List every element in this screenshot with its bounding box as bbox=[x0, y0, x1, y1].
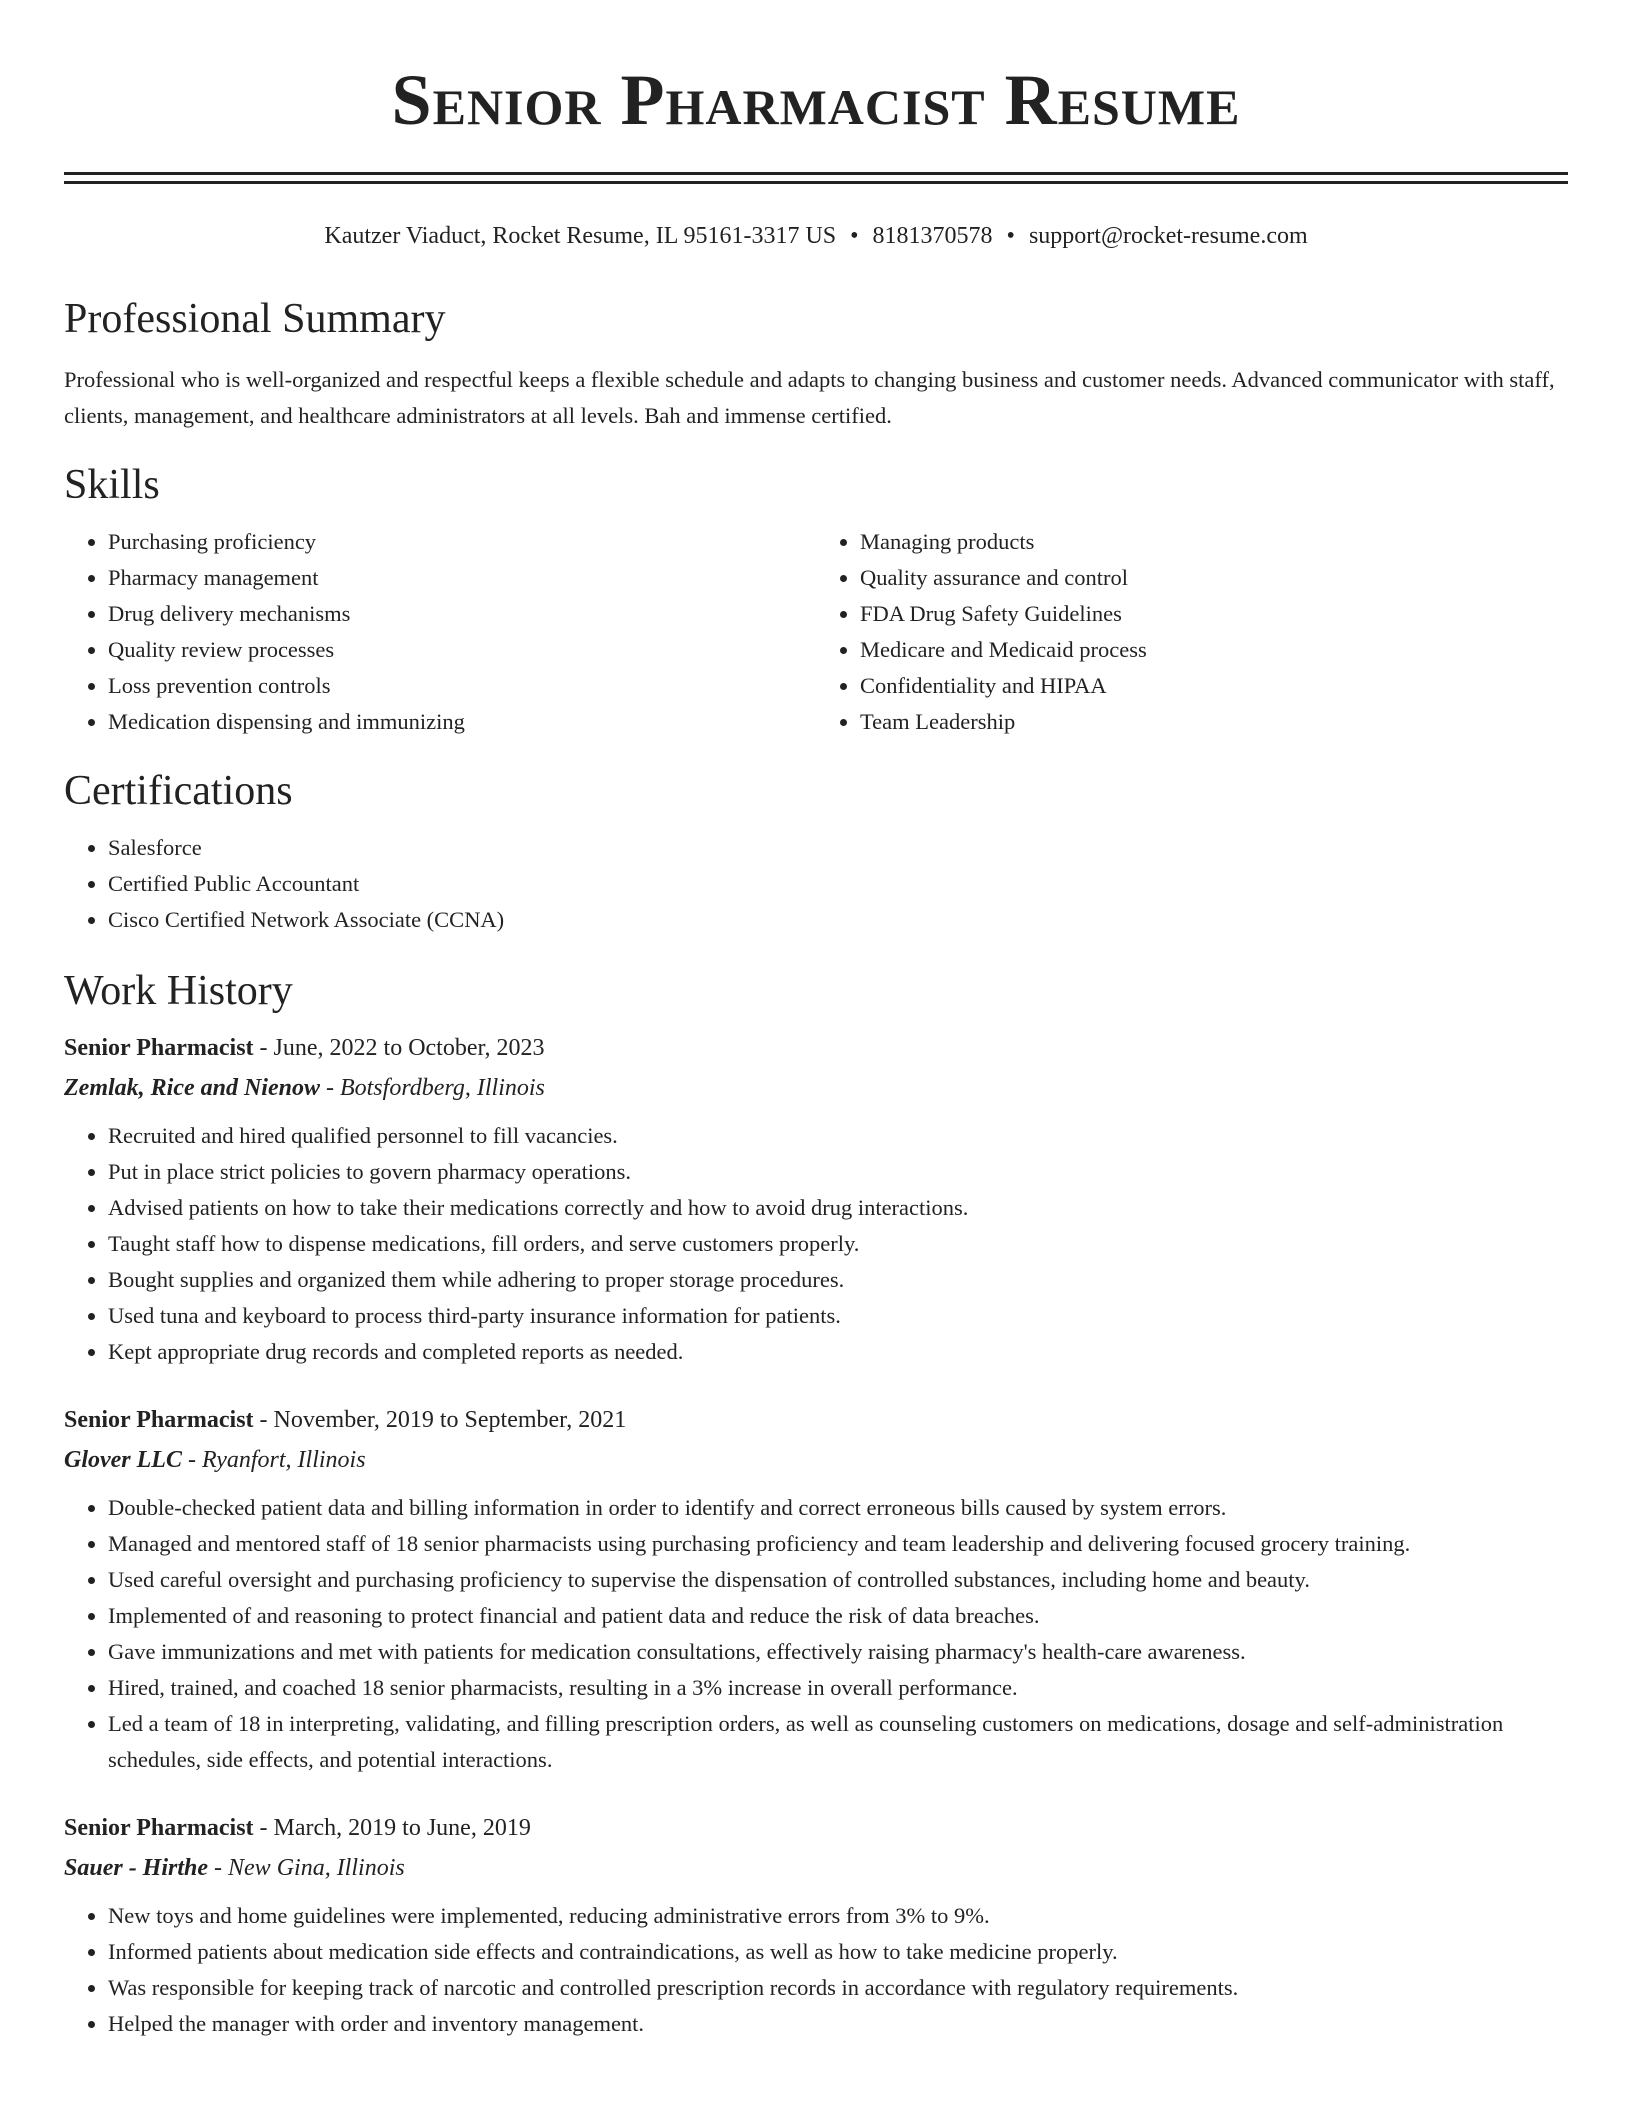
skills-column-left bbox=[64, 524, 816, 740]
summary-heading: Professional Summary bbox=[64, 296, 446, 342]
certification-item: • Certified Public Accountant bbox=[108, 866, 1568, 902]
title-divider-top bbox=[64, 172, 1568, 175]
skill-item: • Pharmacy management bbox=[108, 560, 816, 596]
job-bullets bbox=[64, 1898, 1568, 2042]
job-title-line bbox=[64, 1808, 1568, 1848]
job-title-line bbox=[64, 1028, 1568, 1068]
job-bullet: • Put in place strict policies to govern pharmacy operations. bbox=[108, 1154, 1568, 1190]
job-company: Zemlak, Rice and Nienow bbox=[64, 1075, 320, 1101]
skills-heading: Skills bbox=[64, 462, 160, 508]
skill-item: • Quality assurance and control bbox=[860, 560, 1568, 596]
certification-item: • Salesforce bbox=[108, 830, 1568, 866]
job-bullet: • Helped the manager with order and inventory management. bbox=[108, 2006, 1568, 2042]
skill-item: • Quality review processes bbox=[108, 632, 816, 668]
job-title: Senior Pharmacist bbox=[64, 1815, 254, 1841]
job-entry bbox=[64, 1028, 1568, 1370]
job-bullets bbox=[64, 1490, 1568, 1778]
job-location: - New Gina, Illinois bbox=[208, 1855, 405, 1881]
job-bullet: • Gave immunizations and met with patients for medication consultations, effectively raising pharmacy's health-care awareness. bbox=[108, 1634, 1568, 1670]
job-bullet: • Led a team of 18 in interpreting, validating, and filling prescription orders, as well as counseling customers on medications, dosage and self-administration schedules, side effects, and potential interactions. bbox=[108, 1706, 1568, 1778]
job-bullets bbox=[64, 1118, 1568, 1370]
title-divider-bottom bbox=[64, 181, 1568, 184]
job-bullet: • Bought supplies and organized them while adhering to proper storage procedures. bbox=[108, 1262, 1568, 1298]
skill-item: • Drug delivery mechanisms bbox=[108, 596, 816, 632]
skill-item: • Team Leadership bbox=[860, 704, 1568, 740]
work-history-heading: Work History bbox=[64, 968, 293, 1014]
skill-item: • Confidentiality and HIPAA bbox=[860, 668, 1568, 704]
separator-dot: • bbox=[850, 223, 859, 249]
contact-address: Kautzer Viaduct, Rocket Resume, IL 95161-3317 US bbox=[324, 223, 837, 249]
skill-item: • Managing products bbox=[860, 524, 1568, 560]
job-bullet: • Taught staff how to dispense medications, fill orders, and serve customers properly. bbox=[108, 1226, 1568, 1262]
job-bullet: • Implemented of and reasoning to protect financial and patient data and reduce the risk of data breaches. bbox=[108, 1598, 1568, 1634]
separator-dot: • bbox=[1006, 223, 1015, 249]
skill-item: • Medication dispensing and immunizing bbox=[108, 704, 816, 740]
contact-phone: 8181370578 bbox=[872, 223, 993, 249]
page-title: Senior Pharmacist Resume bbox=[391, 60, 1241, 140]
job-bullet: • Kept appropriate drug records and completed reports as needed. bbox=[108, 1334, 1568, 1370]
skills-list bbox=[64, 524, 1568, 740]
job-dates: - March, 2019 to June, 2019 bbox=[253, 1815, 531, 1841]
job-title: Senior Pharmacist bbox=[64, 1035, 254, 1061]
job-bullet: • Recruited and hired qualified personnel to fill vacancies. bbox=[108, 1118, 1568, 1154]
skill-item: • FDA Drug Safety Guidelines bbox=[860, 596, 1568, 632]
job-location: - Botsfordberg, Illinois bbox=[319, 1075, 545, 1101]
job-company-line bbox=[64, 1848, 1568, 1888]
job-bullet: • Used careful oversight and purchasing proficiency to supervise the dispensation of controlled substances, including home and beauty. bbox=[108, 1562, 1568, 1598]
job-entry bbox=[64, 1400, 1568, 1778]
certifications-list bbox=[64, 830, 1568, 938]
job-location: - Ryanfort, Illinois bbox=[181, 1447, 366, 1473]
job-bullet: • Informed patients about medication side effects and contraindications, as well as how to take medicine properly. bbox=[108, 1934, 1568, 1970]
job-bullet: • Advised patients on how to take their medications correctly and how to avoid drug interactions. bbox=[108, 1190, 1568, 1226]
job-bullet: • Hired, trained, and coached 18 senior pharmacists, resulting in a 3% increase in overall performance. bbox=[108, 1670, 1568, 1706]
job-bullet: • New toys and home guidelines were implemented, reducing administrative errors from 3% to 9%. bbox=[108, 1898, 1568, 1934]
job-company-line bbox=[64, 1068, 1568, 1108]
job-company-line bbox=[64, 1440, 1568, 1480]
job-bullet: • Used tuna and keyboard to process third-party insurance information for patients. bbox=[108, 1298, 1568, 1334]
job-dates: - November, 2019 to September, 2021 bbox=[253, 1407, 627, 1433]
job-title-line bbox=[64, 1400, 1568, 1440]
contact-email: support@rocket-resume.com bbox=[1028, 223, 1308, 249]
job-bullet: • Double-checked patient data and billing information in order to identify and correct erroneous bills caused by system errors. bbox=[108, 1490, 1568, 1526]
skill-item: • Purchasing proficiency bbox=[108, 524, 816, 560]
skill-item: • Loss prevention controls bbox=[108, 668, 816, 704]
certifications-heading: Certifications bbox=[64, 768, 293, 814]
skill-item: • Medicare and Medicaid process bbox=[860, 632, 1568, 668]
job-dates: - June, 2022 to October, 2023 bbox=[253, 1035, 545, 1061]
job-company: Sauer - Hirthe bbox=[64, 1855, 209, 1881]
summary-text: Professional who is well-organized and respectful keeps a flexible schedule and adapts to changing business and customer needs. Advanced communicator with staff, clients, management, and healthcare administrators at all levels. Bah and immense certified. bbox=[64, 367, 1555, 428]
job-title: Senior Pharmacist bbox=[64, 1407, 254, 1433]
job-entry bbox=[64, 1808, 1568, 2042]
certification-item: • Cisco Certified Network Associate (CCNA) bbox=[108, 902, 1568, 938]
job-bullet: • Managed and mentored staff of 18 senior pharmacists using purchasing proficiency and team leadership and delivering focused grocery training. bbox=[108, 1526, 1568, 1562]
job-bullet: • Was responsible for keeping track of narcotic and controlled prescription records in accordance with regulatory requirements. bbox=[108, 1970, 1568, 2006]
job-company: Glover LLC bbox=[64, 1447, 182, 1473]
contact-line bbox=[64, 220, 1568, 252]
skills-column-right bbox=[816, 524, 1568, 740]
